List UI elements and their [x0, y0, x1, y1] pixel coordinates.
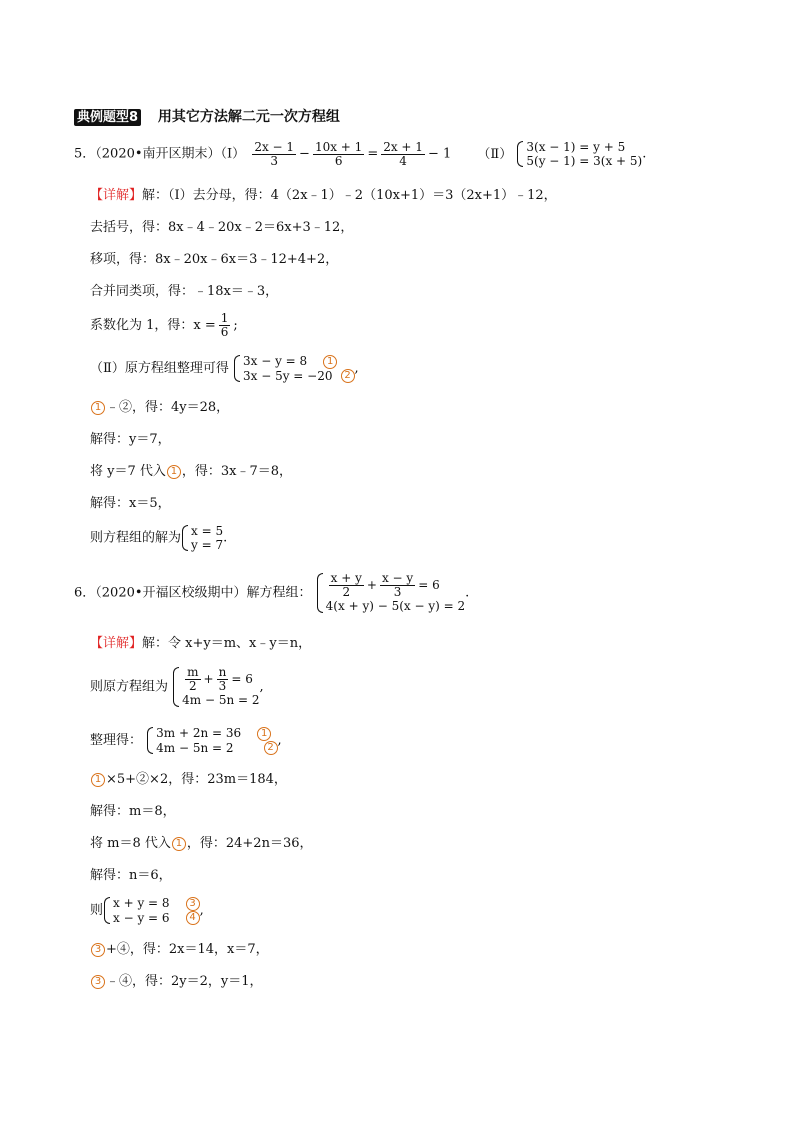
solution-line: 则 x + y = 8 3 x − y = 6 4 ,: [90, 896, 204, 925]
solution-line: 系数化为 1，得：x = $\frac{1}{6}$ ;: [90, 311, 238, 339]
solution-line: 将 m＝8 代入 1 ，得：24+2n＝36，: [90, 836, 313, 851]
solution-line: 将 y＝7 代入 1 ，得：3x﹣7＝8，: [90, 464, 293, 479]
question-6: 6．（2020•开福区校级期中）解方程组： $\frac{x + y}{2}$ + $\frac{x - y}{3}$ = 6 4(x + y) − 5(x − y) = 2 .: [74, 571, 470, 613]
section-header: [74, 106, 340, 126]
solution-line: 则原方程组为 $\frac{m}{2}$ + $\frac{n}{3}$ = 6 4m − 5n = 2 ,: [90, 665, 264, 707]
fraction: $\frac{10x + 1}{6}$: [314, 139, 363, 168]
solution-line: 1 ﹣②，得：4y＝28，: [90, 400, 229, 416]
detail-label: 【详解】: [90, 636, 143, 651]
section-title: 用其它方法解二元一次方程组: [157, 109, 340, 125]
fraction: $\frac{2x + 1}{4}$: [383, 139, 423, 168]
solution-line: 3 +④，得：2x＝14，x＝7，: [90, 942, 269, 958]
solution-line: 【详解】解：令 x+y＝m、x﹣y＝n，: [90, 636, 312, 651]
solution-line: 合并同类项，得：﹣18x＝﹣3，: [90, 284, 279, 299]
solution-line: 解得：x＝5，: [90, 496, 171, 511]
solution-line: 3 ﹣④，得：2y＝2，y＝1，: [90, 974, 263, 990]
solution-line: 移项，得：8x﹣20x﹣6x＝3﹣12+4+2，: [90, 252, 339, 267]
equation-system: 3(x − 1) = y + 5 5(y − 1) = 3(x + 5): [516, 140, 642, 168]
solution-line: 整理得： 3m + 2n = 36 1 4m − 5n = 2 2 ,: [90, 726, 282, 755]
solution-line: 解得：m＝8，: [90, 804, 176, 819]
solution-line: 解得：y＝7，: [90, 432, 171, 447]
solution-line: 去括号，得：8x﹣4﹣20x﹣2＝6x+3﹣12，: [90, 220, 354, 235]
fraction: $\frac{2x - 1}{3}$: [254, 139, 295, 168]
solution-line: 则方程组的解为 x = 5 y = 7 .: [90, 524, 228, 552]
solution-line: 1 ×5+②×2，得：23m＝184，: [90, 772, 287, 788]
solution-line: 解得：n＝6，: [90, 868, 172, 883]
solution-line: 【详解】解：（Ⅰ）去分母，得：4（2x﹣1）﹣2（10x+1）＝3（2x+1）﹣12，: [90, 188, 557, 203]
question-5: 5．（2020•南开区期末）（Ⅰ） $\frac{2x - 1}{3}$ − $\frac{10x + 1}{6}$ = $\frac{2x + 1}{4}$ − 1 （Ⅱ） 3(x − 1) = y + 5 5(y − 1) = 3(x + 5) .: [74, 139, 647, 168]
section-tag: 典例题型8: [74, 109, 141, 126]
detail-label: 【详解】: [90, 188, 143, 203]
solution-line: （Ⅱ）原方程组整理可得 3x − y = 8 1 3x − 5y = −20 2 ,: [90, 354, 359, 383]
